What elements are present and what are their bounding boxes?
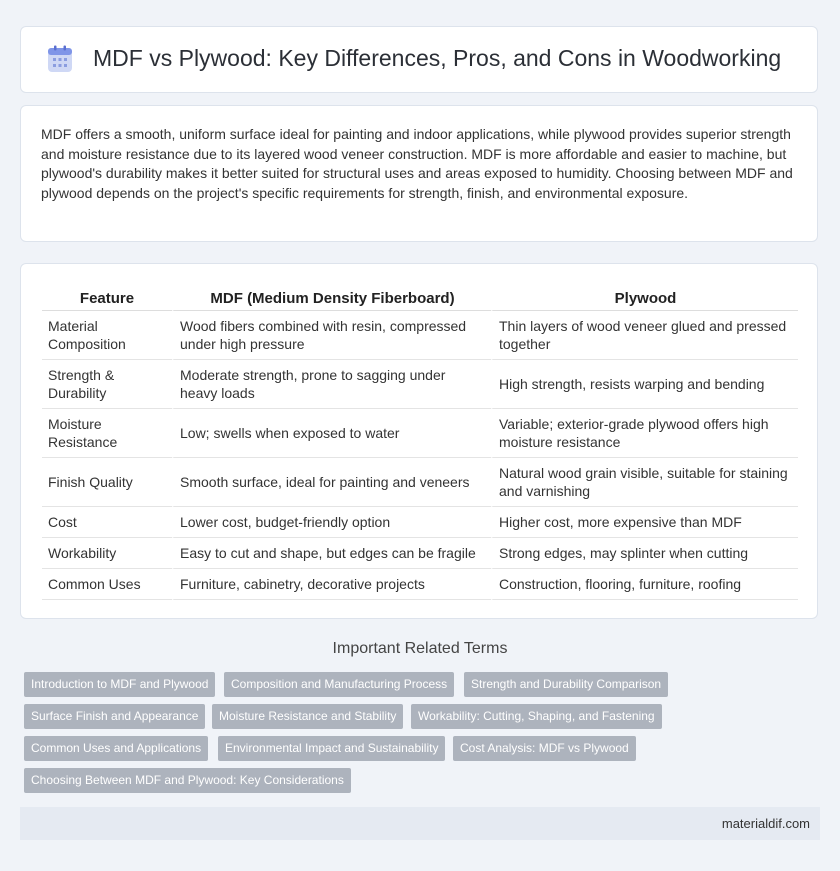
- related-term-tag[interactable]: Environmental Impact and Sustainability: [218, 736, 445, 761]
- table-row: [42, 538, 798, 569]
- mdf-cell: Low; swells when exposed to water: [172, 409, 491, 458]
- comparison-card: [20, 263, 818, 619]
- plywood-cell: Strong edges, may splinter when cutting: [491, 538, 798, 569]
- feature-cell: Moisture Resistance: [42, 409, 172, 458]
- table-row: [42, 458, 798, 507]
- feature-cell: Material Composition: [42, 311, 172, 360]
- title-card: [20, 26, 818, 93]
- related-term-tag[interactable]: Introduction to MDF and Plywood: [24, 672, 215, 697]
- table-header-row: [42, 285, 798, 311]
- mdf-cell: Moderate strength, prone to sagging under heavy loads: [172, 360, 491, 409]
- feature-cell: Finish Quality: [42, 458, 172, 507]
- related-term-tag[interactable]: Strength and Durability Comparison: [464, 672, 668, 697]
- related-term-tag[interactable]: Composition and Manufacturing Process: [224, 672, 454, 697]
- plywood-cell: Higher cost, more expensive than MDF: [491, 507, 798, 538]
- related-term-tag[interactable]: Moisture Resistance and Stability: [212, 704, 403, 729]
- feature-cell: Common Uses: [42, 569, 172, 600]
- related-term-tag[interactable]: Cost Analysis: MDF vs Plywood: [453, 736, 636, 761]
- page-title: MDF vs Plywood: Key Differences, Pros, and Cons in Woodworking: [93, 45, 782, 71]
- plywood-cell: Variable; exterior-grade plywood offers high moisture resistance: [491, 409, 798, 458]
- footer: [20, 807, 820, 840]
- related-terms-heading: Important Related Terms: [332, 640, 508, 657]
- feature-cell: Workability: [42, 538, 172, 569]
- feature-cell: Cost: [42, 507, 172, 538]
- mdf-cell: Wood fibers combined with resin, compressed under high pressure: [172, 311, 491, 360]
- related-term-tag[interactable]: Common Uses and Applications: [24, 736, 208, 761]
- intro-paragraph: MDF offers a smooth, uniform surface ideal for painting and indoor applications, while plywood provides superior strength and moisture resistance due to its layered wood veneer construction. MDF is more affordable and easier to machine, but plywood's durability makes it better suited for structural uses and areas exposed to humidity. Choosing between MDF and plywood depends on the project's specific requirements for strength, finish, and environmental exposure.: [41, 126, 793, 201]
- table-row: [42, 507, 798, 538]
- mdf-cell: Lower cost, budget-friendly option: [172, 507, 491, 538]
- plywood-cell: Thin layers of wood veneer glued and pressed together: [491, 311, 798, 360]
- footer-site-link[interactable]: materialdif.com: [721, 816, 810, 831]
- table-row: [42, 569, 798, 600]
- comparison-table: [42, 285, 798, 600]
- intro-card: [20, 105, 818, 242]
- column-header-plywood: Plywood: [491, 285, 798, 311]
- column-header-feature: Feature: [42, 285, 172, 311]
- plywood-cell: Natural wood grain visible, suitable for staining and varnishing: [491, 458, 798, 507]
- table-row: [42, 360, 798, 409]
- feature-cell: Strength & Durability: [42, 360, 172, 409]
- column-header-mdf: MDF (Medium Density Fiberboard): [172, 285, 491, 311]
- related-term-tag[interactable]: Choosing Between MDF and Plywood: Key Considerations: [24, 768, 351, 793]
- mdf-cell: Smooth surface, ideal for painting and veneers: [172, 458, 491, 507]
- mdf-cell: Easy to cut and shape, but edges can be fragile: [172, 538, 491, 569]
- mdf-cell: Furniture, cabinetry, decorative projects: [172, 569, 491, 600]
- plywood-cell: Construction, flooring, furniture, roofing: [491, 569, 798, 600]
- related-term-tag[interactable]: Workability: Cutting, Shaping, and Fastening: [411, 704, 662, 729]
- table-row: [42, 311, 798, 360]
- related-term-tag[interactable]: Surface Finish and Appearance: [24, 704, 205, 729]
- table-row: [42, 409, 798, 458]
- calendar-icon: [47, 45, 73, 73]
- plywood-cell: High strength, resists warping and bending: [491, 360, 798, 409]
